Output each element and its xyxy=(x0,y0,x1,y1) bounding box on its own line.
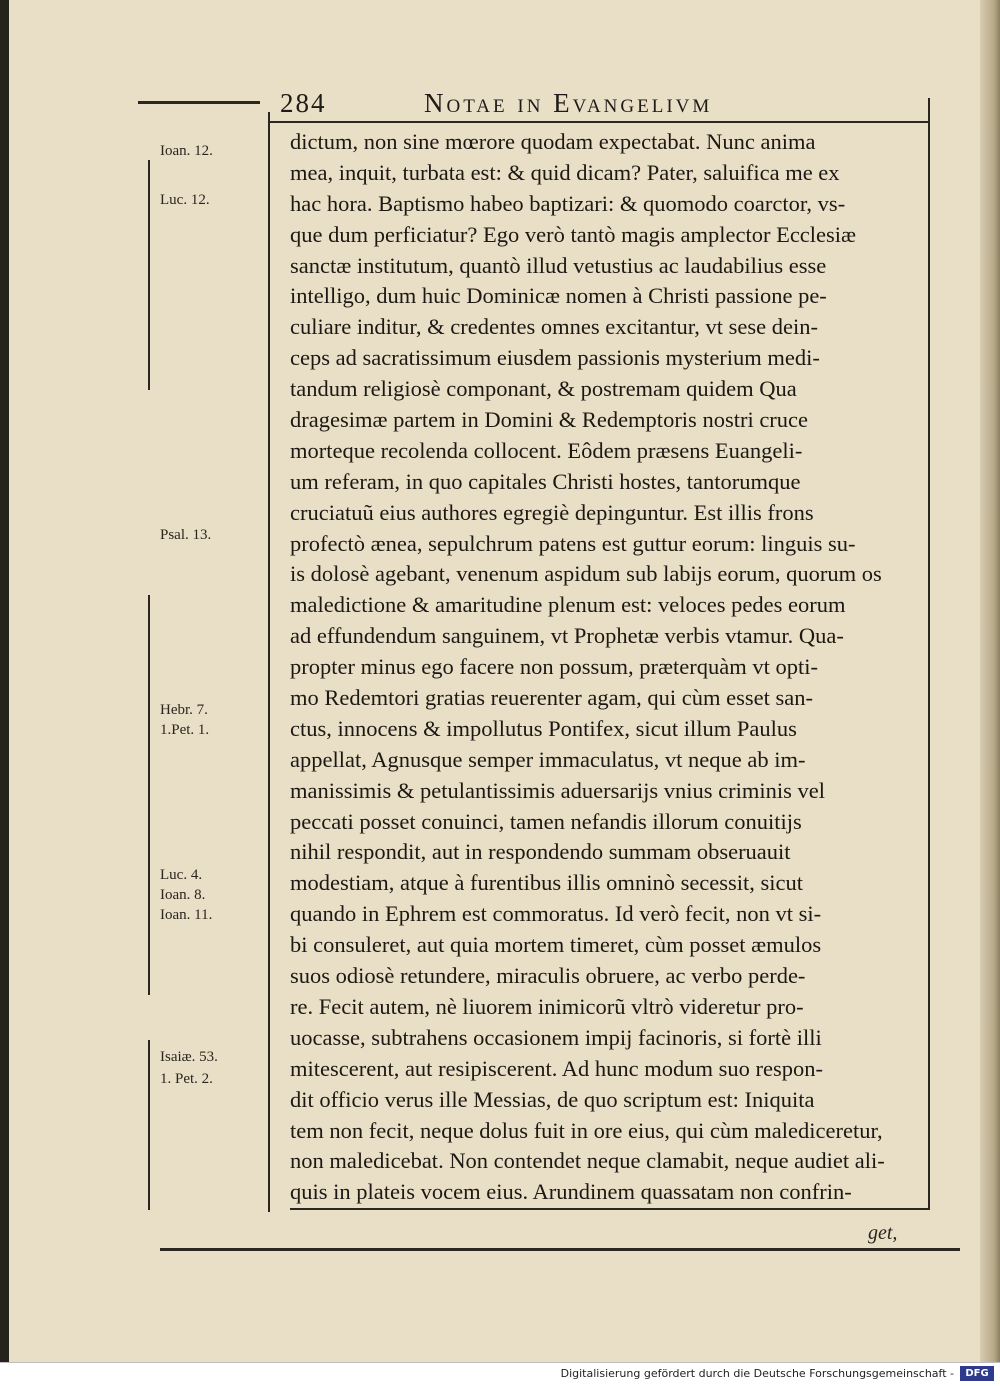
body-line: tem non fecit, neque dolus fuit in ore eius, qui cùm malediceretur, xyxy=(290,1117,883,1143)
running-title: Notae in Evangelivm xyxy=(424,88,713,118)
body-line: ceps ad sacratissimum eiusdem passionis mysterium medi- xyxy=(290,345,820,371)
margin-note: Ioan. 12. xyxy=(160,143,213,159)
body-line: suos odiosè retundere, miraculis obruere, ac verbo perde- xyxy=(290,963,806,989)
book-edge-right xyxy=(980,0,1000,1362)
margin-column-rule-2 xyxy=(148,595,150,995)
body-line: modestiam, atque à furentibus illis omninò secessit, sicut xyxy=(290,870,804,896)
body-line: mitescerent, aut resipiscerent. Ad hunc modum suo respon- xyxy=(290,1055,823,1081)
body-line: que dum perficiatur? Ego verò tantò magis amplector Ecclesiæ xyxy=(290,221,857,247)
body-line: sanctæ institutum, quantò illud vetustius ac laudabilius esse xyxy=(290,252,827,278)
body-text-block xyxy=(290,127,930,1208)
body-line: appellat, Agnusque semper immaculatus, vt neque ab im- xyxy=(290,746,806,772)
digitization-footer xyxy=(0,1362,1000,1386)
dfg-logo: DFG xyxy=(960,1366,994,1381)
body-line: tandum religiosè componant, & postremam quidem Qua xyxy=(290,376,797,402)
body-line: uocasse, subtrahens occasionem impij facinoris, si fortè illi xyxy=(290,1024,822,1050)
margin-note: Isaiæ. 53. xyxy=(160,1049,218,1065)
footer-rule xyxy=(160,1248,960,1251)
body-line: dragesimæ partem in Domini & Redemptoris nostri cruce xyxy=(290,407,809,433)
body-line: non maledicebat. Non contendet neque clamabit, neque audiet ali- xyxy=(290,1148,885,1174)
margin-note: Luc. 4. xyxy=(160,867,203,883)
body-line: ad effundendum sanguinem, vt Prophetæ verbis vtamur. Qua- xyxy=(290,623,844,649)
body-line: cruciatuũ eius authores egregiè depinguntur. Est illis frons xyxy=(290,499,814,525)
margin-note: Ioan. 8. xyxy=(160,887,206,903)
text-bottom-rule xyxy=(290,1208,930,1210)
body-line: intelligo, dum huic Dominicæ nomen à Christi passione pe- xyxy=(290,283,827,309)
body-line: manissimis & petulantissimis aduersarijs vnius criminis vel xyxy=(290,777,825,803)
body-line: quando in Ephrem est commoratus. Id verò fecit, non vt si- xyxy=(290,901,822,927)
body-line: is dolosè agebant, venenum aspidum sub labijs eorum, quorum os xyxy=(290,561,882,587)
body-line: mea, inquit, turbata est: & quid dicam? Pater, saluifica me ex xyxy=(290,159,840,185)
page-number: 284 xyxy=(280,88,327,118)
body-line: culiare inditur, & credentes omnes excitantur, vt sese dein- xyxy=(290,314,819,340)
margin-note: Luc. 12. xyxy=(160,192,210,208)
body-line: profectò ænea, sepulchrum patens est guttur eorum: linguis su- xyxy=(290,530,856,556)
catchword: get, xyxy=(868,1222,898,1244)
body-line: bi consuleret, aut quia mortem timeret, cùm posset æmulos xyxy=(290,932,822,958)
margin-column-rule xyxy=(148,160,150,390)
margin-column-rule-3 xyxy=(148,1040,150,1210)
margin-note: Ioan. 11. xyxy=(160,907,213,923)
footer-credit: Digitalisierung gefördert durch die Deutsche Forschungsgemeinschaft - xyxy=(560,1367,954,1380)
header-rule-left xyxy=(138,101,260,104)
body-line: dictum, non sine mœrore quodam expectabat. Nunc anima xyxy=(290,129,816,154)
body-line: propter minus ego facere non possum, præterquàm vt opti- xyxy=(290,654,819,680)
book-edge-left xyxy=(0,0,9,1362)
margin-note: 1.Pet. 1. xyxy=(160,722,210,738)
margin-note: Psal. 13. xyxy=(160,527,212,543)
body-line: hac hora. Baptismo habeo baptizari: & quomodo coarctor, vs- xyxy=(290,190,846,216)
body-line: quis in plateis vocem eius. Arundinem quassatam non confrin- xyxy=(290,1179,852,1205)
body-line: nihil respondit, aut in respondendo summam obseruauit xyxy=(290,839,791,865)
body-line: re. Fecit autem, nè liuorem inimicorũ vltrò videretur pro- xyxy=(290,993,804,1019)
body-line: morteque recolenda collocent. Eôdem præsens Euangeli- xyxy=(290,437,803,463)
body-line: mo Redemtori gratias reuerenter agam, qui cùm esset san- xyxy=(290,685,813,711)
margin-note: Hebr. 7. xyxy=(160,702,208,718)
body-line: ctus, innocens & impollutus Pontifex, sicut illum Paulus xyxy=(290,715,797,741)
body-line: maledictione & amaritudine plenum est: veloces pedes eorum xyxy=(290,592,846,618)
margin-note: 1. Pet. 2. xyxy=(160,1071,213,1087)
text-column-rule xyxy=(268,112,270,1212)
body-line: peccati posset conuinci, tamen nefandis illorum conuitijs xyxy=(290,808,802,834)
body-line: dit officio verus ille Messias, de quo scriptum est: Iniquita xyxy=(290,1086,815,1112)
body-line: um referam, in quo capitales Christi hostes, tantorumque xyxy=(290,468,801,494)
